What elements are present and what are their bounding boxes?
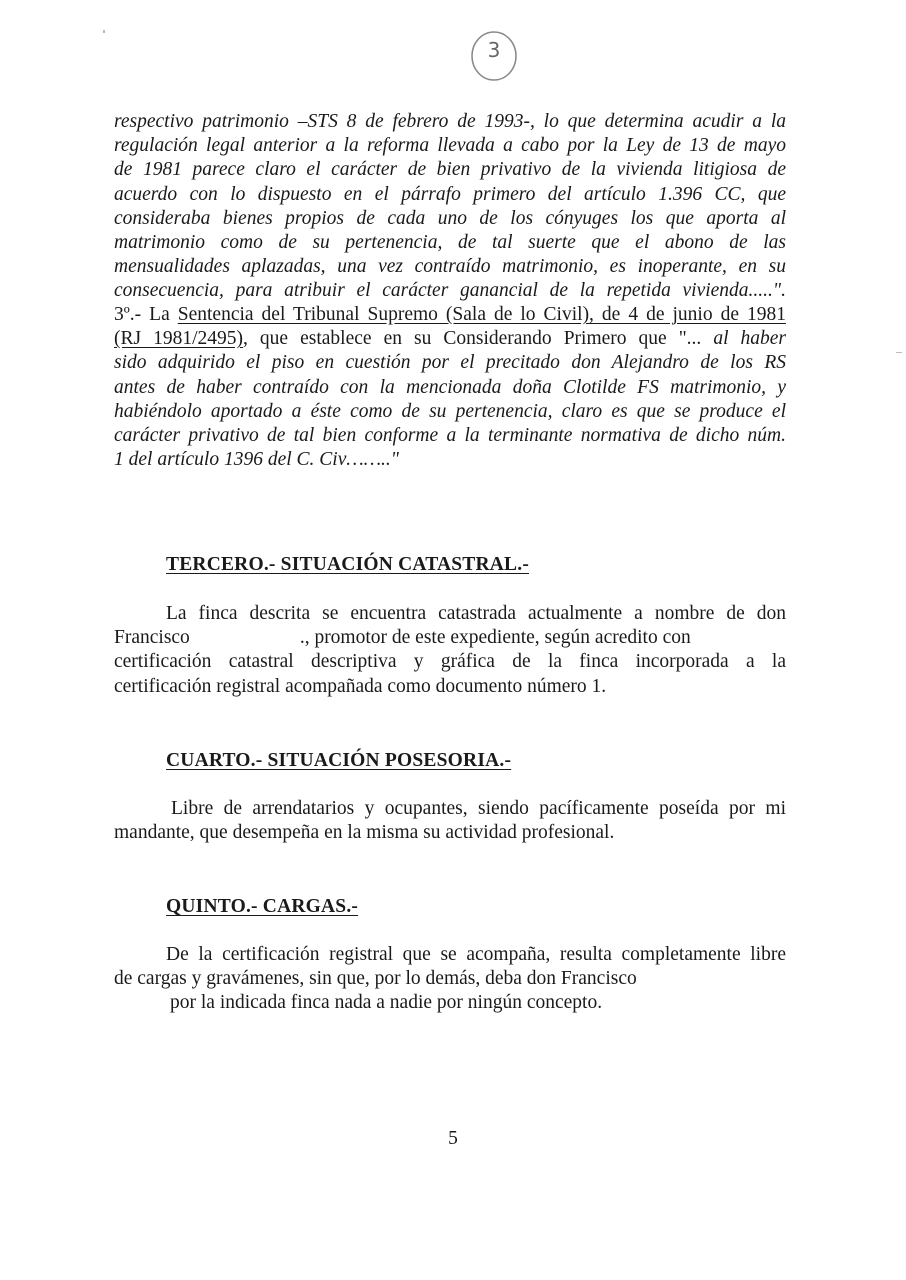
tercero-line: La finca descrita se encuentra catastrada actualmente a nombre de don [166,603,786,624]
quote-line: consecuencia, para atribuir el carácter ganancial de la repetida vivienda.....". [114,280,786,302]
quote-line: regulación legal anterior a la reforma llevada a cabo por la Ley de 13 de mayo [114,135,786,157]
quinto-paragraph [114,943,786,1016]
tercero-name: Francisco [114,627,190,649]
quote-line: respectivo patrimonio –STS 8 de febrero de 1993-, lo que determina acudir a la [114,111,786,132]
citation-line: carácter privativo de tal bien conforme a la terminante normativa de dicho núm. [114,425,786,447]
citation-link-sentencia: Sentencia del Tribunal Supremo (Sala de lo Civil), de 4 de junio de 1981 [177,304,787,325]
quinto-line: De la certificación registral que se acompaña, resulta completamente libre [166,944,786,965]
tercero-line: certificación registral acompañada como documento número 1. [114,675,607,697]
quinto-line: de cargas y gravámenes, sin que, por lo demás, deba don Francisco [114,968,637,990]
heading-cuarto: CUARTO.- SITUACIÓN POSESORIA.- [166,750,512,771]
quote-line: mensualidades aplazadas, una vez contraído matrimonio, es inoperante, en su [114,256,786,278]
tercero-line: certificación catastral descriptiva y gráfica de la finca incorporada a la [114,651,786,673]
stamp-number: 3 [487,38,501,62]
quote-line: consideraba bienes propios de cada uno de los cónyuges los que aporta al [114,207,786,229]
tercero-rest: ., promotor de este expediente, según acredito con [299,627,691,649]
cuarto-line: Libre de arrendatarios y ocupantes, siendo pacíficamente poseída por mi [171,798,786,819]
quote-line: de 1981 parece claro el carácter de bien privativo de la vivienda litigiosa de [114,159,786,181]
citation-line: sido adquirido el piso en cuestión por el precitado don Alejandro de los RS [114,352,786,374]
citation-link-rj: (RJ 1981/2495) [114,328,244,350]
citation-mid-italic: al haber [713,328,786,350]
quote-line: matrimonio como de su pertenencia, de tal suerte que el abono de las [114,232,786,254]
citation-mid: , que establece en su Considerando Primero que "... [243,328,714,350]
citation-line: habiéndolo aportado a éste como de su pertenencia, claro es que se produce el [114,400,786,422]
third-citation-paragraph [114,303,786,472]
heading-quinto: QUINTO.- CARGAS.- [166,896,359,917]
quinto-line: por la indicada finca nada a nadie por ningún concepto. [170,992,603,1014]
scan-speck [103,30,105,33]
citation-line: 1 del artículo 1396 del C. Civ…….." [114,449,399,471]
page-stamp [468,28,520,84]
cuarto-line: mandante, que desempeña en la misma su actividad profesional. [114,822,615,844]
quote-line: acuerdo con lo dispuesto en el párrafo primero del artículo 1.396 CC, que [114,183,786,205]
scan-speck [896,352,902,353]
cuarto-paragraph [114,797,786,845]
tercero-paragraph [114,602,786,699]
heading-tercero: TERCERO.- SITUACIÓN CATASTRAL.- [166,554,530,575]
tercero-line-2 [114,626,786,650]
page-number: 5 [448,1128,458,1149]
citation-line: antes de haber contraído con la mencionada doña Clotilde FS matrimonio, y [114,376,786,398]
quote-paragraph [114,110,786,304]
citation-prefix: 3º.- La [114,304,178,325]
